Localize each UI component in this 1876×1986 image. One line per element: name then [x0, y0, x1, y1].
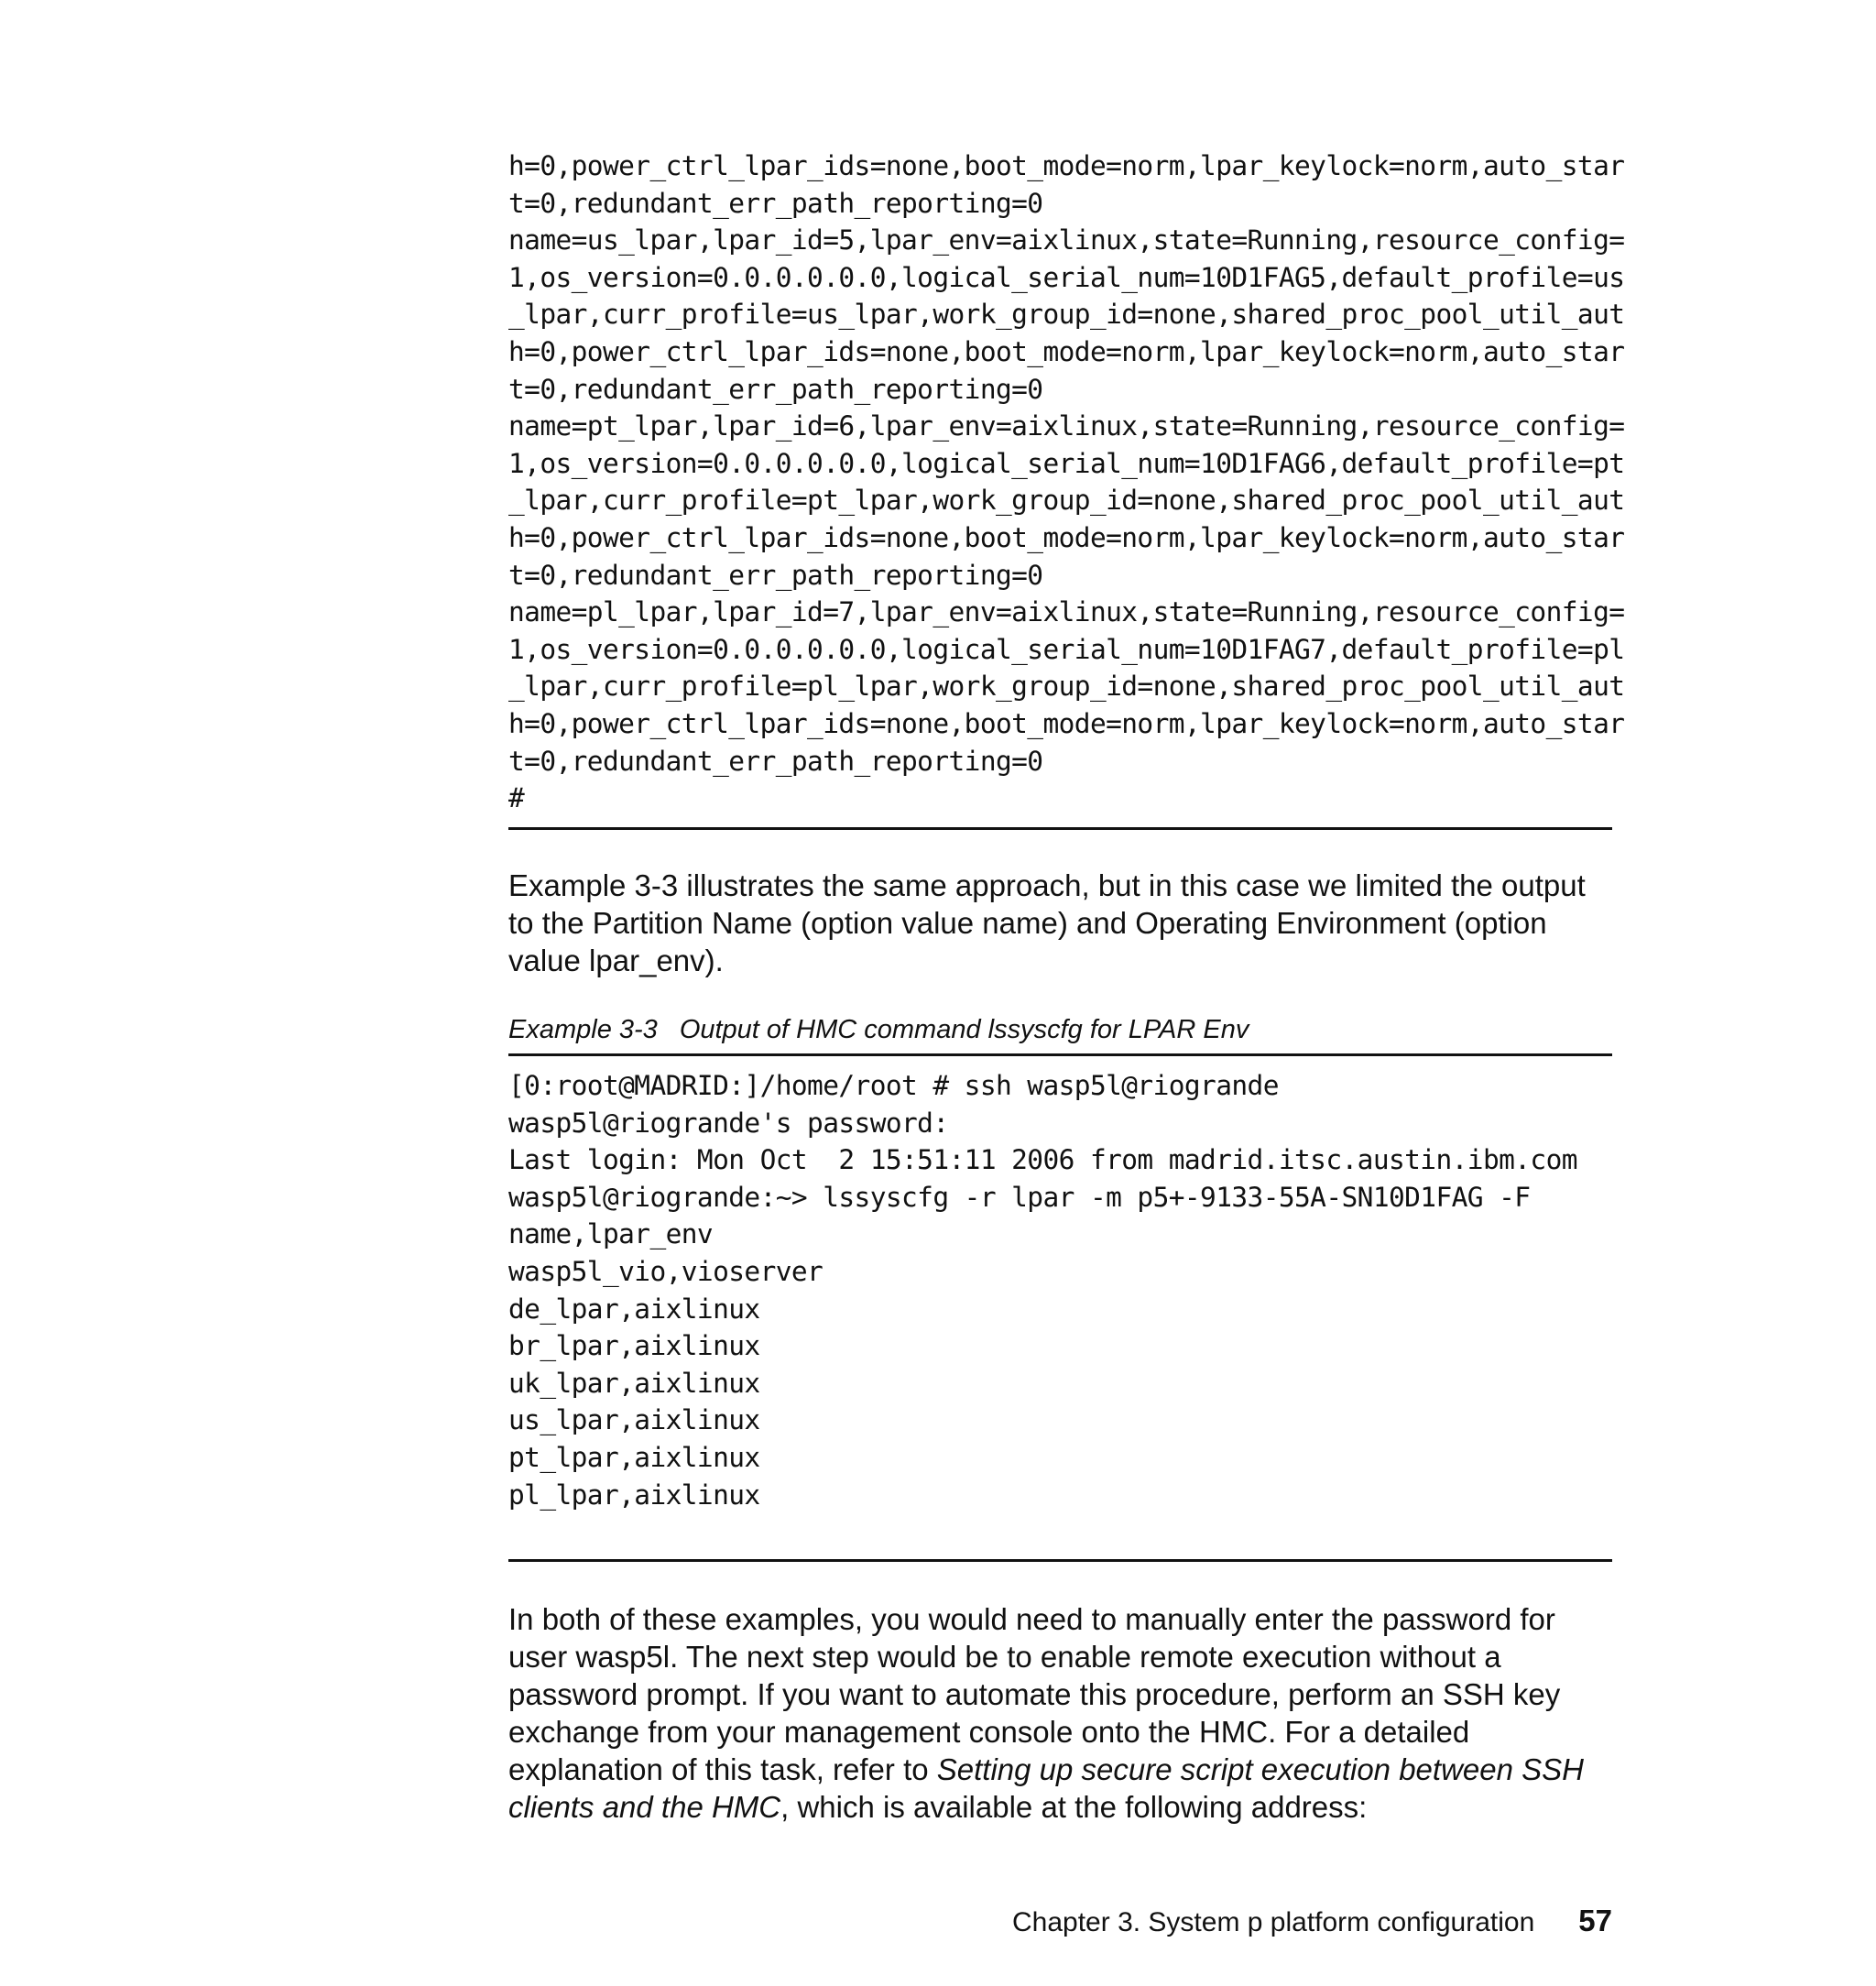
- code-line: pt_lpar,aixlinux: [508, 1441, 760, 1473]
- example-bottom-rule: [508, 1559, 1612, 1562]
- code-line: t=0,redundant_err_path_reporting=0: [508, 559, 1043, 591]
- code-line: h=0,power_ctrl_lpar_ids=none,boot_mode=norm,lpar_keylock=norm,auto_star: [508, 707, 1625, 739]
- code-line: pl_lpar,aixlinux: [508, 1479, 760, 1511]
- code-line: #: [508, 782, 525, 814]
- code-line: uk_lpar,aixlinux: [508, 1367, 760, 1399]
- code-line: h=0,power_ctrl_lpar_ids=none,boot_mode=norm,lpar_keylock=norm,auto_star: [508, 150, 1625, 181]
- paragraph-text: In both of these examples, you would need to manually enter the password for user wasp5l. The next step would be to enable remote execution without a password prompt. If you want to automate this procedure, perform an SSH key exchange from your management console onto the HMC. For a detailed explanation of this task, refer to: [508, 1602, 1561, 1786]
- code-line: wasp5l@riogrande:~> lssyscfg -r lpar -m p5+-9133-55A-SN10D1FAG -F: [508, 1181, 1531, 1213]
- code-line: 1,os_version=0.0.0.0.0.0,logical_serial_num=10D1FAG6,default_profile=pt: [508, 447, 1625, 479]
- example-caption: [508, 1015, 1249, 1045]
- footer-chapter-title: Chapter 3. System p platform configuration: [1012, 1907, 1535, 1937]
- code-block-bottom-rule: [508, 827, 1612, 830]
- paragraph-text: , which is available at the following address:: [780, 1790, 1368, 1824]
- code-line: _lpar,curr_profile=us_lpar,work_group_id=none,shared_proc_pool_util_aut: [508, 299, 1625, 331]
- paragraph-example-intro: Example 3-3 illustrates the same approach, but in this case we limited the output to the Partition Name (option value name) and Operating Environment (option value lpar_env).: [508, 868, 1586, 977]
- example-caption-title: Output of HMC command lssyscfg for LPAR Env: [679, 1015, 1249, 1044]
- paragraph-ssh-key-exchange: [508, 1600, 1612, 1826]
- code-line: t=0,redundant_err_path_reporting=0: [508, 745, 1043, 777]
- code-line: name=us_lpar,lpar_id=5,lpar_env=aixlinux,state=Running,resource_config=: [508, 224, 1625, 256]
- code-line: 1,os_version=0.0.0.0.0.0,logical_serial_num=10D1FAG7,default_profile=pl: [508, 633, 1625, 665]
- code-line: t=0,redundant_err_path_reporting=0: [508, 373, 1043, 405]
- page-number: 57: [1578, 1904, 1612, 1937]
- code-line: h=0,power_ctrl_lpar_ids=none,boot_mode=norm,lpar_keylock=norm,auto_star: [508, 521, 1625, 553]
- page-footer: [1012, 1904, 1612, 1938]
- code-line: _lpar,curr_profile=pt_lpar,work_group_id=none,shared_proc_pool_util_aut: [508, 485, 1625, 517]
- example-top-rule: [508, 1053, 1612, 1056]
- code-line: name,lpar_env: [508, 1218, 714, 1250]
- code-line: _lpar,curr_profile=pl_lpar,work_group_id=none,shared_proc_pool_util_aut: [508, 671, 1625, 703]
- code-line: t=0,redundant_err_path_reporting=0: [508, 187, 1043, 219]
- document-title-reference: Setting up secure script execution between SSH clients and the HMC: [508, 1752, 1584, 1824]
- code-line: h=0,power_ctrl_lpar_ids=none,boot_mode=norm,lpar_keylock=norm,auto_star: [508, 335, 1625, 367]
- code-line: Last login: Mon Oct 2 15:51:11 2006 from madrid.itsc.austin.ibm.com: [508, 1144, 1577, 1176]
- example-caption-label: Example 3-3: [508, 1015, 658, 1044]
- code-line: wasp5l_vio,vioserver: [508, 1255, 823, 1287]
- code-line: [0:root@MADRID:]/home/root # ssh wasp5l@riogrande: [508, 1070, 1279, 1101]
- code-line: 1,os_version=0.0.0.0.0.0,logical_serial_num=10D1FAG5,default_profile=us: [508, 261, 1625, 293]
- code-line: wasp5l@riogrande's password:: [508, 1107, 949, 1139]
- code-line: us_lpar,aixlinux: [508, 1404, 760, 1436]
- code-listing-example-3-3: [508, 1067, 1577, 1513]
- code-listing-top: [508, 147, 1624, 817]
- code-line: de_lpar,aixlinux: [508, 1293, 760, 1325]
- code-line: name=pl_lpar,lpar_id=7,lpar_env=aixlinux,state=Running,resource_config=: [508, 596, 1625, 628]
- code-line: br_lpar,aixlinux: [508, 1330, 760, 1362]
- code-line: name=pt_lpar,lpar_id=6,lpar_env=aixlinux,state=Running,resource_config=: [508, 410, 1625, 442]
